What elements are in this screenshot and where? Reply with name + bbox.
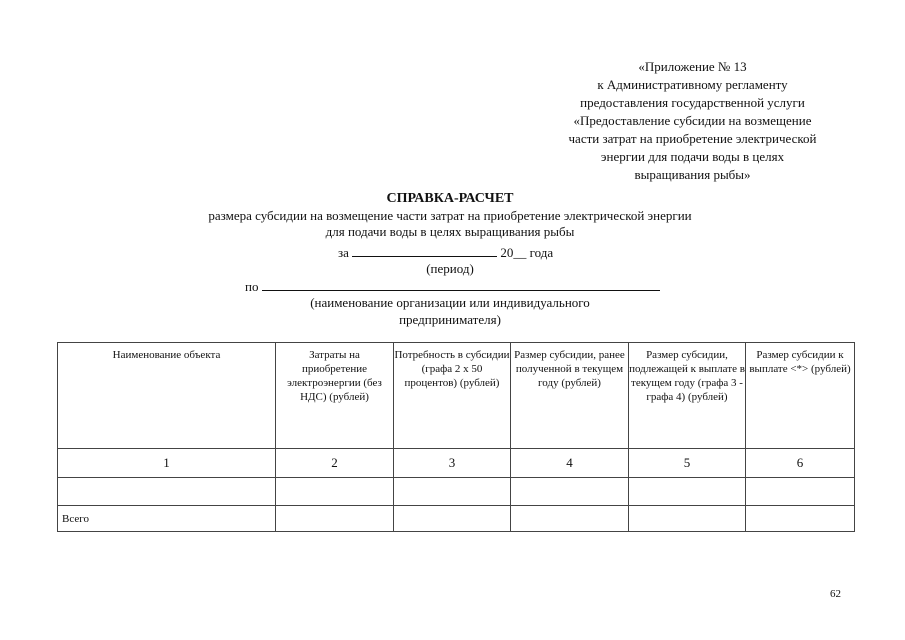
column-number-row: [58, 449, 855, 478]
document-subtitle-line2: для подачи воды в целях выращивания рыбы: [325, 224, 575, 239]
column-header-subsidy-payout: Размер субсидии к выплате <*> (рублей): [746, 343, 855, 449]
table-cell: [511, 506, 629, 532]
table-cell: [276, 506, 394, 532]
table-cell: [511, 478, 629, 506]
subsidy-table: [57, 342, 855, 532]
column-number: 4: [511, 449, 629, 478]
table-cell: [394, 506, 511, 532]
organization-hint-line1: (наименование организации или индивидуального: [310, 295, 590, 310]
column-header-costs: Затраты на приобретение электроэнергии (без НДС) (рублей): [276, 343, 394, 449]
table-cell: [394, 478, 511, 506]
appendix-line: части затрат на приобретение электрической: [568, 131, 817, 146]
column-header-subsidy-need: Потребность в субсидии (графа 2 x 50 процентов) (рублей): [394, 343, 511, 449]
organization-hint: [150, 294, 750, 328]
column-number: 2: [276, 449, 394, 478]
document-title: СПРАВКА-РАСЧЕТ: [386, 191, 514, 206]
appendix-line: энергии для подачи воды в целях: [600, 149, 785, 164]
table-cell: [629, 478, 746, 506]
period-year: 20__ года: [500, 245, 554, 260]
column-header-object-name: Наименование объекта: [58, 343, 276, 449]
organization-hint-line2: предпринимателя): [399, 312, 501, 327]
table-cell: [629, 506, 746, 532]
period-prefix: за: [338, 245, 349, 260]
document-subtitle-line1: размера субсидии на возмещение части затрат на приобретение электрической энергии: [208, 208, 692, 223]
organization-line: [245, 278, 660, 295]
appendix-line: выращивания рыбы»: [634, 167, 751, 182]
period-blank: [352, 244, 497, 257]
appendix-line: к Административному регламенту: [597, 77, 788, 92]
column-number: 1: [58, 449, 276, 478]
document-title-block: [150, 190, 750, 240]
table-cell: [746, 478, 855, 506]
page-number: 62: [830, 588, 841, 600]
table-cell: [58, 478, 276, 506]
column-header-subsidy-due: Размер субсидии, подлежащей к выплате в текущем году (графа 3 - графа 4) (рублей): [629, 343, 746, 449]
appendix-line: «Предоставление субсидии на возмещение: [573, 113, 812, 128]
organization-blank: [262, 278, 660, 291]
total-row: [58, 506, 855, 532]
column-number: 5: [629, 449, 746, 478]
appendix-header: [540, 58, 845, 184]
total-label: Всего: [58, 506, 276, 532]
period-hint: (период): [426, 261, 474, 276]
table-row: [58, 478, 855, 506]
column-header-previous-subsidy: Размер субсидии, ранее полученной в текущем году (рублей): [511, 343, 629, 449]
table-cell: [276, 478, 394, 506]
organization-prefix: по: [245, 279, 259, 294]
column-number: 6: [746, 449, 855, 478]
appendix-line: «Приложение № 13: [638, 59, 747, 74]
table-header-row: [58, 343, 855, 449]
table-cell: [746, 506, 855, 532]
period-line: [338, 244, 553, 261]
appendix-line: предоставления государственной услуги: [580, 95, 805, 110]
column-number: 3: [394, 449, 511, 478]
